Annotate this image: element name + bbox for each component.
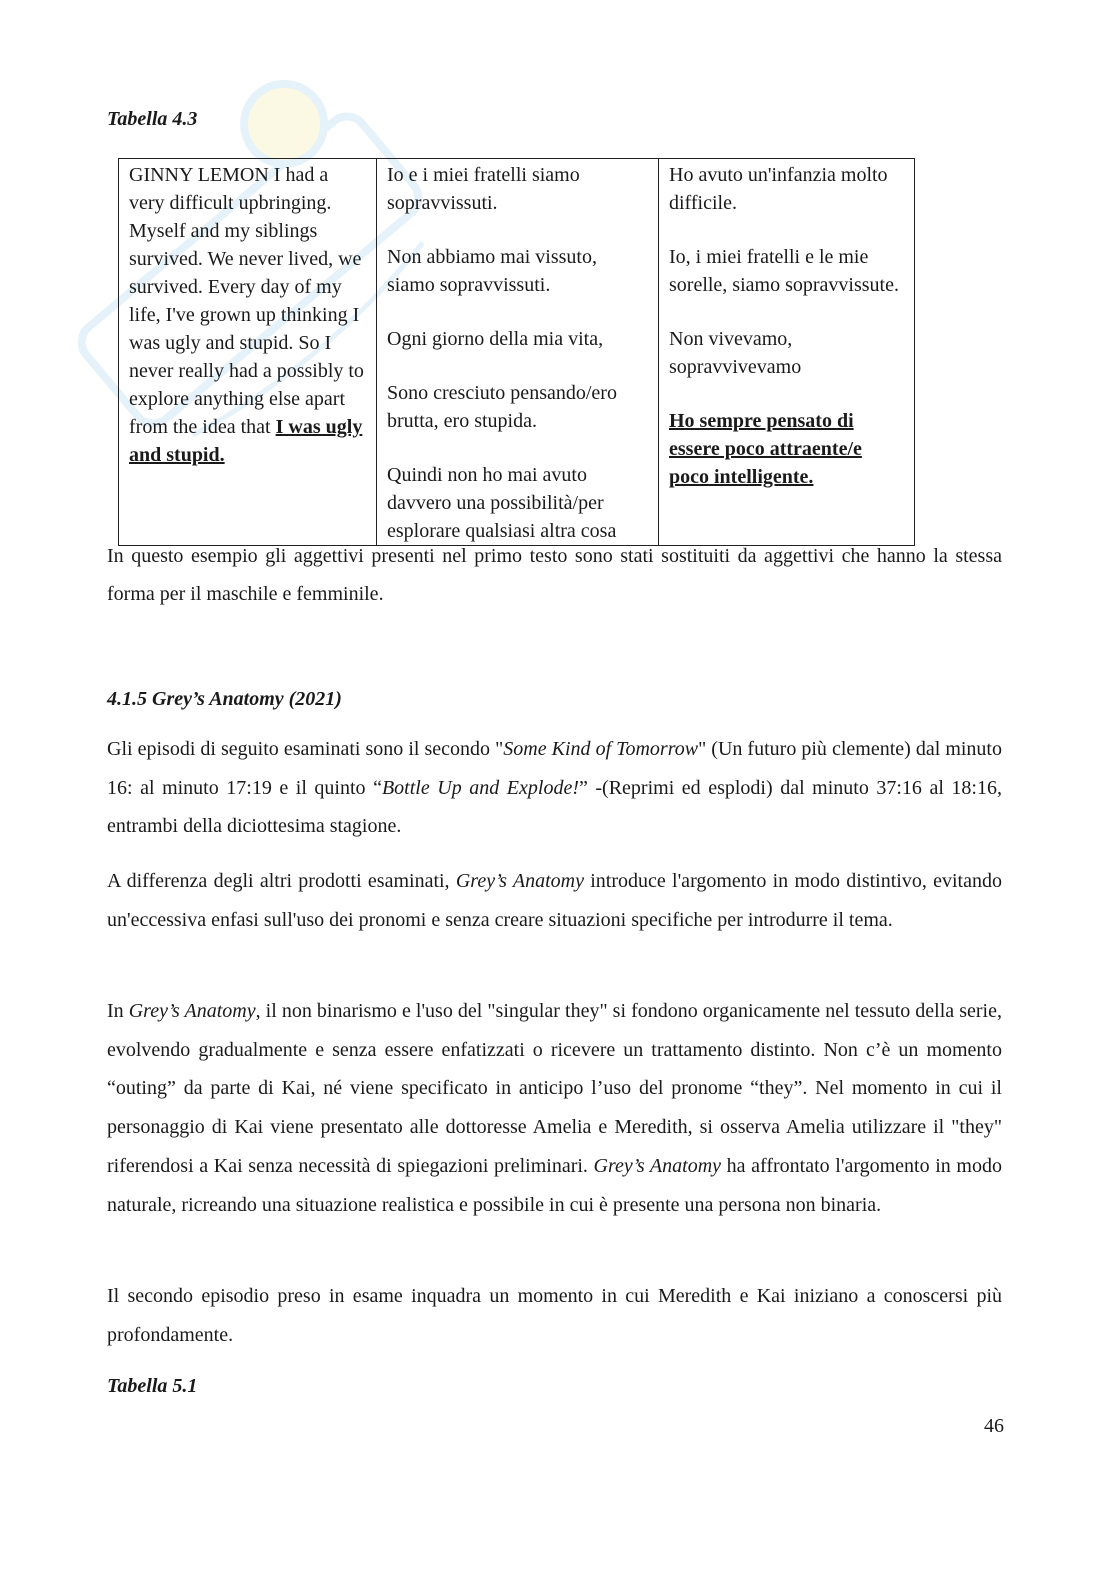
series-title: Grey’s Anatomy [128,1000,256,1022]
text-run: , il non binarismo e l'uso del "singular they" si fondono organicamente nel tessuto della serie, evolvendo gradualmente e senza essere enfatizzati o ricevere un trattamento distinto. Non c’è un momento “outing” da parte di Kai, né viene specificato in anticipo l’uso del pronome “they”. Nel momento in cui il personaggio di Kai viene presentato alle dottoresse Amelia e Meredith, si osserva Amelia utilizzare il "they" riferendosi a Kai senza necessità di spiegazioni preliminari. [107,1000,1002,1177]
source-text: GINNY LEMON I had a very difficult upbringing. Myself and my siblings survived. We never lived, we survived. Every day of my life, I've grown up thinking I was ugly and stupid. So I never really had a possibly to explore anything else apart from the idea that [129,164,364,438]
source-emphasis: I was ugly and stupid. [129,416,363,466]
translation-line: Io e i miei fratelli siamo sopravvissuti. [387,164,580,214]
next-table-caption: Tabella 5.1 [107,1375,198,1397]
section-heading: 4.1.5 Grey’s Anatomy (2021) [107,688,342,710]
paragraph-episodes [107,730,1002,846]
text-run: In [107,1000,129,1022]
paragraph-table-comment: In questo esempio gli aggettivi presenti nel primo testo sono stati sostituiti da aggettivi che hanno la stessa forma per il maschile e femminile. [107,545,1002,605]
translation-line: Non abbiamo mai vissuto, siamo sopravvissuti. [387,246,597,296]
text-run: introduce l'argomento in modo distintivo, evitando un'eccessiva enfasi sull'uso dei pronomi e senza creare situazioni specifiche per introdurre il tema. [107,870,1002,931]
translation-line: Non vivevamo, sopravvivevamo [669,328,802,378]
series-title: Grey’s Anatomy [455,870,584,892]
translation-line: Ho avuto un'infanzia molto difficile. [669,164,888,214]
text-run: ha affrontato l'argomento in modo naturale, ricreando una situazione realistica e possibile in cui è presente una persona non binaria. [107,1154,1002,1216]
translation-cell-1 [377,159,659,546]
translation-line: Sono cresciuto pensando/ero brutta, ero stupida. [387,382,617,432]
table-row [119,159,915,546]
translation-line: Ogni giorno della mia vita, [387,328,604,350]
series-title: Grey’s Anatomy [593,1154,722,1177]
text-run: " (Un futuro più clemente) dal minuto 16: al minuto 17:19 e il quinto “ [107,738,1002,799]
episode-title: Some Kind of Tomorrow [503,738,699,760]
text-run: Gli episodi di seguito esaminati sono il secondo " [107,738,504,760]
table-caption: Tabella 4.3 [107,108,198,130]
page-number: 46 [984,1415,1004,1437]
paragraph-second-episode: Il secondo episodio preso in esame inquadra un momento in cui Meredith e Kai iniziano a conoscersi più profondamente. [107,1285,1002,1346]
text-run: ” -(Reprimi ed esplodi) dal minuto 37:16 al 18:16, entrambi della diciottesima stagione. [107,776,1002,838]
translation-line: Quindi non ho mai avuto davvero una possibilità/per esplorare qualsiasi altra cosa [387,464,617,542]
paragraph-difference [107,862,1002,939]
translation-line: Io, i miei fratelli e le mie sorelle, siamo sopravvissute. [669,246,899,296]
text-run: A differenza degli altri prodotti esaminati, [107,870,456,892]
paragraph-nonbinary [107,992,1002,1224]
translation-table [118,158,915,546]
translation-emphasis: Ho sempre pensato di essere poco attraente/e poco intelligente. [669,410,862,488]
episode-title: Bottle Up and Explode! [381,776,579,799]
source-text-cell [119,159,377,546]
translation-cell-2 [659,159,915,546]
